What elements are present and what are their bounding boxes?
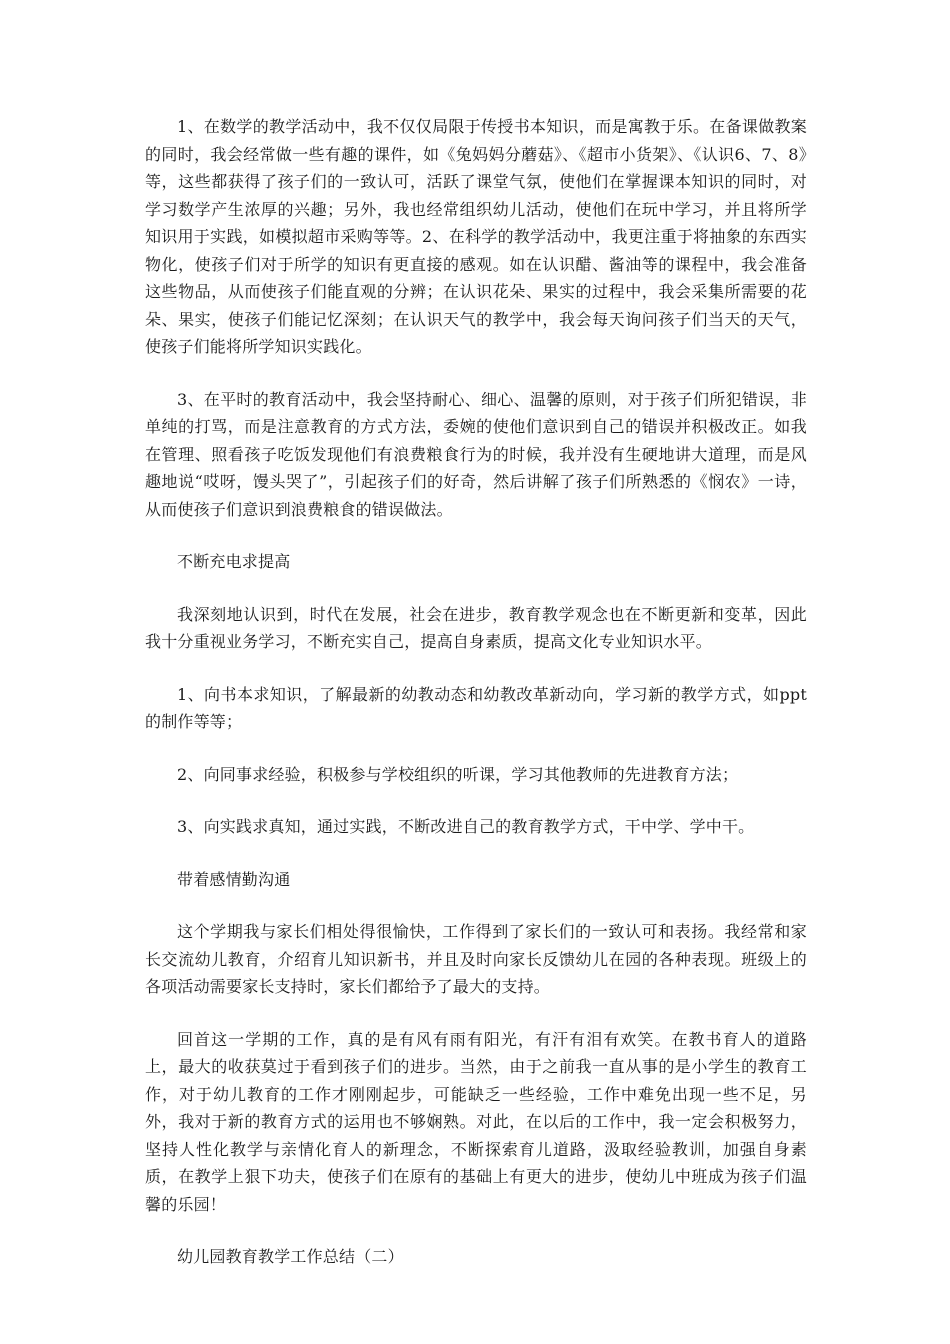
section-heading-communication: 带着感情勤沟通 [177, 869, 291, 889]
list-item-books: 1、向书本求知识，了解最新的幼教动态和幼教改革新动向，学习新的教学方式，如ppt的制作等等； [145, 684, 807, 731]
paragraph-patience: 3、在平时的教育活动中，我会坚持耐心、细心、温馨的原则，对于孩子们所犯错误，非单纯的打骂，而是注意教育的方式方法，委婉的使他们意识到自己的错误并积极改正。如我在管理、照看孩子吃饭发现他们有浪费粮食行为的时候，我并没有生硬地讲大道理，而是风趣地说“哎呀，馒头哭了”，引起孩子们的好奇，然后讲解了孩子们所熟悉的《悯农》一诗，从而使孩子们意识到浪费粮食的错误做法。 [145, 389, 807, 519]
list-item-practice: 3、向实践求真知，通过实践，不断改进自己的教育教学方式，干中学、学中干。 [177, 817, 755, 836]
list-item-colleagues: 2、向同事求经验，积极参与学校组织的听课，学习其他教师的先进教育方法； [177, 764, 739, 784]
document-body [145, 113, 807, 1296]
paragraph-math-science: 1、在数学的教学活动中，我不仅仅局限于传授书本知识，而是寓教于乐。在备课做教案的同时，我会经常做一些有趣的课件，如《兔妈妈分蘑菇》、《超市小货架》、《认识6、7、8》等，这些都获得了孩子们的一致认可，活跃了课堂气氛，使他们在掌握课本知识的同时，对学习数学产生浓厚的兴趣；另外，我也经常组织幼儿活动，使他们在玩中学习，并且将所学知识用于实践，如模拟超市采购等等。2、在科学的教学活动中，我更注重于将抽象的东西实物化，使孩子们对于所学的知识有更直接的感观。如在认识醋、酱油等的课程中，我会准备这些物品，从而使孩子们能直观的分辨；在认识花朵、果实的过程中，我会采集所需要的花朵、果实，使孩子们能记忆深刻；在认识天气的教学中，我会每天询问孩子们当天的天气，使孩子们能将所学知识实践化。 [145, 117, 807, 356]
paragraph-study-intro: 我深刻地认识到，时代在发展，社会在进步，教育教学观念也在不断更新和变革，因此我十分重视业务学习，不断充实自己，提高自身素质，提高文化专业知识水平。 [145, 604, 807, 651]
section-heading-study: 不断充电求提高 [177, 552, 291, 571]
document-subtitle: 幼儿园教育教学工作总结（二） [177, 1247, 404, 1266]
paragraph-review: 回首这一学期的工作，真的是有风有雨有阳光，有汗有泪有欢笑。在教书育人的道路上，最大的收获莫过于看到孩子们的进步。当然，由于之前我一直从事的是小学生的教育工作，对于幼儿教育的工作才刚刚起步，可能缺乏一些经验，工作中难免出现一些不足，另外，我对于新的教育方式的运用也不够娴熟。对此，在以后的工作中，我一定会积极努力，坚持人性化教学与亲情化育人的新理念，不断探索育儿道路，汲取经验教训，加强自身素质，在教学上狠下功夫，使孩子们在原有的基础上有更大的进步，使幼儿中班成为孩子们温馨的乐园！ [145, 1029, 807, 1214]
paragraph-parents: 这个学期我与家长们相处得很愉快，工作得到了家长们的一致认可和表扬。我经常和家长交流幼儿教育，介绍育儿知识新书，并且及时向家长反馈幼儿在园的各种表现。班级上的各项活动需要家长支持时，家长们都给予了最大的支持。 [145, 922, 807, 996]
